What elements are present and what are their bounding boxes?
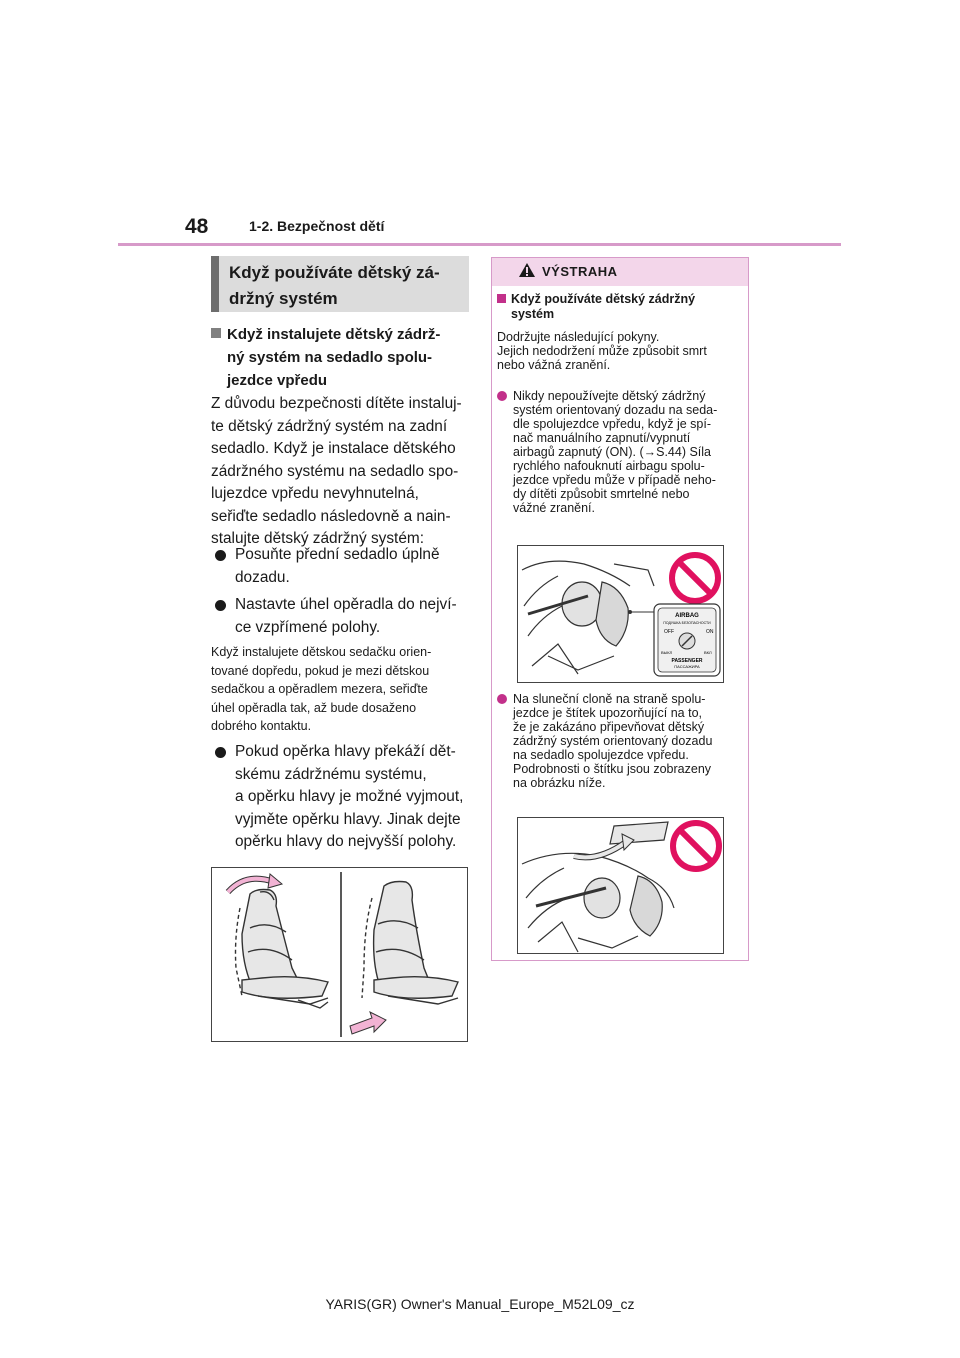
bullet-line: opěrku hlavy do nejvyšší polohy.: [235, 833, 457, 850]
warning-title: VÝSTRAHA: [542, 264, 618, 279]
sun-visor-illustration: [517, 817, 724, 954]
airbag-label-off-ru: ВЫКЛ: [661, 650, 673, 655]
paragraph-line: seřiďte sedadlo následovně a nain-: [211, 507, 451, 525]
warning-bullet-line: airbagů zapnutý (ON). (→S.44) Síla: [513, 445, 711, 459]
heading-line: držný systém: [229, 289, 338, 308]
seat-adjustment-illustration: [211, 867, 468, 1042]
subheading-line: ný systém na sedadlo spolu-: [227, 349, 433, 366]
airbag-drawing: [518, 546, 723, 682]
subheading-line: Když instalujete dětský zádrž-: [227, 326, 441, 343]
bullet-line: dozadu.: [235, 568, 290, 586]
note-paragraph: [211, 643, 473, 736]
warning-bullet-line: na sedadlo spolujezdce vpředu.: [513, 748, 689, 762]
bullet-item: [211, 741, 473, 854]
body-paragraph: [211, 393, 473, 551]
bullet-dot-icon: [215, 747, 226, 758]
warning-bullet-line: zádržný systém orientovaný dozadu: [513, 734, 713, 748]
footer-text: YARIS(GR) Owner's Manual_Europe_M52L09_cz: [325, 1296, 635, 1312]
seat-drawing: [212, 868, 467, 1041]
note-line: dobrého kontaktu.: [211, 719, 312, 733]
warning-intro-line: nebo vážná zranění.: [497, 358, 611, 372]
bullet-item: [211, 594, 473, 639]
warning-bullet-line: systém orientovaný dozadu na seda-: [513, 403, 718, 417]
airbag-label-bottom-ru: ПАССАЖИРА: [674, 664, 700, 669]
warning-bullet-line: rychlého nafouknutí airbagu spolu-: [513, 459, 705, 473]
warning-bullet-line: jezdce vpředu může v případě neho-: [513, 473, 716, 487]
subheading-line: jezdce vpředu: [227, 372, 328, 389]
paragraph-line: Z důvodu bezpečnosti dítěte instaluj-: [211, 395, 462, 412]
warning-bullet-line: dle spolujezdce vpředu, když je spí-: [513, 417, 712, 431]
bullet-line: a opěrku hlavy je možné vyjmout,: [235, 788, 464, 805]
paragraph-line: stalujte dětský zádržný systém:: [211, 530, 424, 547]
prohibition-icon: [673, 823, 719, 869]
paragraph-line: te dětský zádržný systém na zadní: [211, 417, 448, 435]
airbag-label-on: ON: [706, 629, 714, 635]
square-bullet-icon: [497, 294, 506, 303]
note-line: tované dopředu, pokud je mezi dětskou: [211, 663, 430, 678]
warning-intro-line: Jejich nedodržení může způsobit smrt: [497, 344, 707, 358]
bullet-line: Posuňte přední sedadlo úplně: [235, 546, 440, 563]
note-line: sedačkou a opěradlem mezera, seřiďte: [211, 682, 428, 696]
section-title: 1-2. Bezpečnost dětí: [249, 218, 385, 234]
airbag-label-top: AIRBAG: [675, 613, 699, 619]
sun-visor-drawing: [518, 818, 723, 953]
heading-line: Když používáte dětský zá-: [229, 263, 440, 282]
airbag-label-bottom: PASSENGER: [671, 658, 703, 664]
section-heading: [211, 256, 469, 312]
bullet-line: vyjměte opěrku hlavy. Jinak dejte: [235, 810, 461, 828]
bullet-line: skému zádržnému systému,: [235, 765, 427, 783]
warning-bullet-line: že je zakázáno připevňovat dětský: [513, 720, 705, 734]
note-line: Když instalujete dětskou sedačku orien-: [211, 645, 432, 659]
warning-bullet-line: Na sluneční cloně na straně spolu-: [513, 692, 706, 706]
airbag-illustration: [517, 545, 724, 683]
note-line: úhel opěradla tak, až bude dosaženo: [211, 700, 417, 715]
warning-bullet: [497, 692, 745, 790]
warning-bullet-line: jezdce je štítek upozorňující na to,: [513, 706, 702, 720]
arrow-icon: [350, 1012, 386, 1034]
bullet-dot-icon: [215, 600, 226, 611]
airbag-label-off: OFF: [664, 629, 674, 635]
page-number: 48: [185, 215, 209, 238]
warning-sub-line: systém: [511, 307, 555, 321]
paragraph-line: sedadlo. Když je instalace dětského: [211, 440, 456, 457]
warning-bullet-line: na obrázku níže.: [513, 776, 606, 790]
bullet-line: Pokud opěrka hlavy překáží dět-: [235, 743, 456, 760]
warning-bullet-line: vážné zranění.: [513, 501, 595, 515]
header-divider: [118, 243, 841, 246]
airbag-label-on-ru: ВКЛ: [704, 650, 712, 655]
subheading: [211, 323, 469, 392]
warning-intro-line: Dodržujte následující pokyny.: [497, 330, 660, 344]
paragraph-line: lujezdce vpředu nevyhnutelná,: [211, 485, 419, 502]
prohibition-icon: [672, 555, 718, 601]
warning-sub-line: Když používáte dětský zádržný: [511, 292, 696, 306]
warning-bullet-line: dy dítěti způsobit smrtelné nebo: [513, 487, 690, 501]
airbag-label-top-ru: ПОДУШКА БЕЗОПАСНОСТИ: [663, 621, 711, 625]
paragraph-line: zádržného systému na sedadlo spo-: [211, 462, 459, 480]
bullet-line: ce vzpřímené polohy.: [235, 618, 381, 636]
warning-subheading: [497, 292, 743, 322]
bullet-line: Nastavte úhel opěradla do nejví-: [235, 596, 457, 613]
warning-bullet-line: Podrobnosti o štítku jsou zobrazeny: [513, 762, 712, 776]
bullet-item: [211, 544, 473, 589]
warning-bullet: [497, 389, 745, 515]
warning-intro: [497, 330, 743, 372]
bullet-dot-icon: [215, 550, 226, 561]
warning-bullet-line: Nikdy nepoužívejte dětský zádržný: [513, 389, 706, 403]
bullet-dot-icon: [497, 391, 507, 401]
bullet-dot-icon: [497, 694, 507, 704]
warning-triangle-icon: [518, 262, 536, 283]
warning-bullet-line: nač manuálního zapnutí/vypnutí: [513, 431, 691, 445]
square-bullet-icon: [211, 328, 221, 338]
